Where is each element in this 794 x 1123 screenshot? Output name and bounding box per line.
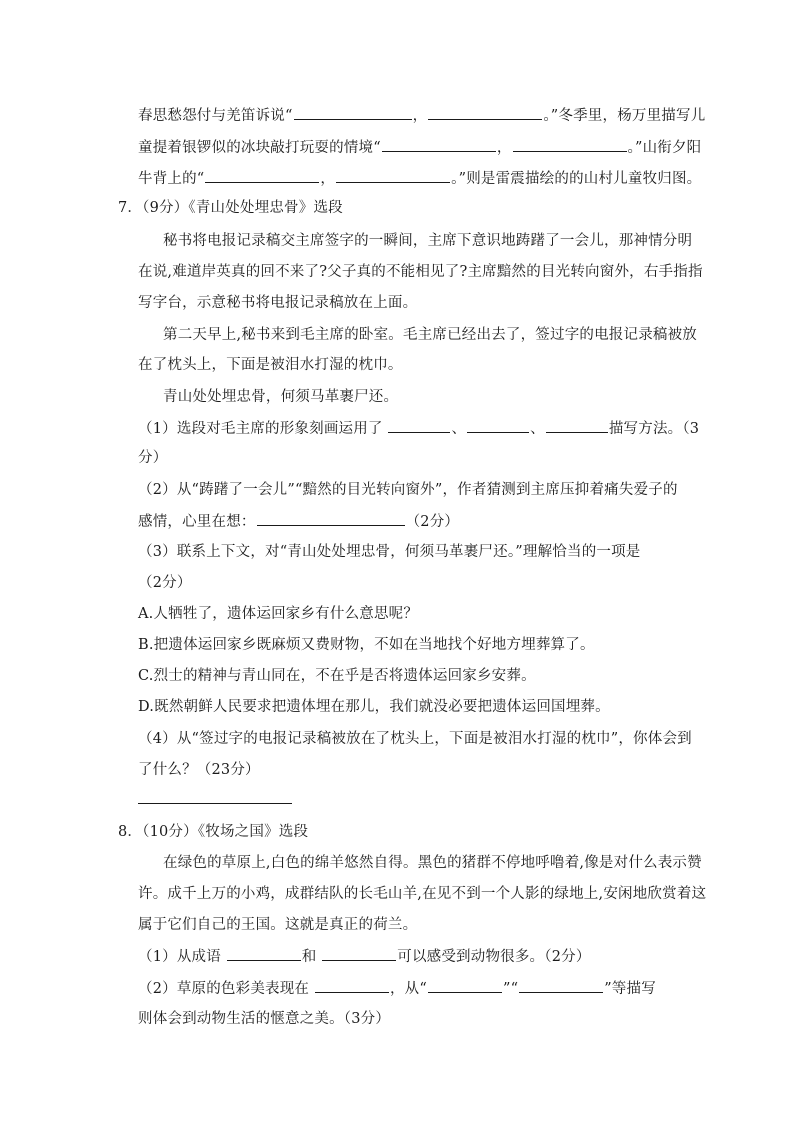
q7-subquestion-2-cont: 感情，心里在想： （2分） [138, 511, 459, 532]
answer-blank[interactable] [257, 511, 405, 526]
q7-passage-line: 写字台，示意秘书将电报记录稿放在上面。 [138, 295, 418, 311]
answer-blank[interactable] [227, 946, 301, 961]
q8-passage-line: 属于它们自己的王国。这就是真正的荷兰。 [138, 917, 418, 933]
q8-subquestion-2: （2）草原的色彩美表现在 ，从“ ”“ ”等描写 [138, 978, 656, 999]
q8-passage-line: 在绿色的草原上,白色的绵羊悠然自得。黑色的猪群不停地呼噜着,像是对什么表示赞 [163, 855, 702, 871]
question-8-header: 8．（10分）《牧场之国》选段 [118, 824, 309, 840]
answer-blank[interactable] [428, 978, 502, 993]
q8-subquestion-2-cont: 则体会到动物生活的惬意之美。（3分） [138, 1011, 391, 1027]
q7-subquestion-3: （3）联系上下文，对“青山处处埋忠骨，何须马革裹尸还。”理解恰当的一项是 [138, 544, 641, 560]
q8-passage-line: 许。成千上万的小鸡，成群结队的长毛山羊,在见不到一个人影的绿地上,安闲地欣赏着这 [138, 886, 707, 902]
answer-blank[interactable] [546, 418, 608, 433]
answer-line[interactable] [138, 803, 292, 804]
answer-blank[interactable] [315, 978, 389, 993]
option-a[interactable]: A.人牺牲了，遗体运回家乡有什么意思呢？ [138, 606, 419, 622]
answer-blank[interactable] [205, 168, 319, 183]
answer-blank[interactable] [336, 168, 450, 183]
option-b[interactable]: B.把遗体运回家乡既麻烦又费财物，不如在当地找个好地方埋葬算了。 [138, 637, 595, 653]
q7-subquestion-1-cont: 分） [138, 450, 168, 466]
answer-blank[interactable] [382, 137, 496, 152]
q7-subquestion-2: （2）从“踌躇了一会儿”“黯然的目光转向窗外”，作者猜测到主席压抑着痛失爱子的 [138, 482, 678, 498]
answer-blank[interactable] [467, 418, 529, 433]
q7-passage-line: 在了枕头上，下面是被泪水打湿的枕巾。 [138, 357, 403, 373]
q7-passage-line: 青山处处埋忠骨，何须马革裹尸还。 [163, 389, 399, 405]
q7-subquestion-4-cont: 了什么？（23分） [138, 762, 260, 778]
poem-line-3: 牛背上的“ ， 。”则是雷震描绘的的山村儿童牧归图。 [138, 168, 701, 189]
q7-subquestion-1: （1）选段对毛主席的形象刻画运用了 、 、 描写方法。（3 [138, 418, 699, 439]
answer-blank[interactable] [322, 946, 396, 961]
q7-passage-line: 秘书将电报记录稿交主席签字的一瞬间，主席下意识地踌躇了一会儿，那神情分明 [163, 233, 693, 249]
q7-subquestion-4: （4）从“签过字的电报记录稿被放在了枕头上，下面是被泪水打湿的枕巾”，你体会到 [138, 731, 692, 747]
poem-line-2: 童提着银锣似的冰块敲打玩耍的情境“ ， 。”山衔夕阳 [138, 137, 701, 158]
answer-blank[interactable] [513, 137, 627, 152]
q8-subquestion-1: （1）从成语 和 可以感受到动物很多。（2分） [138, 946, 591, 967]
option-c[interactable]: C.烈士的精神与青山同在，不在乎是否将遗体运回家乡安葬。 [138, 668, 536, 684]
answer-blank[interactable] [294, 105, 412, 120]
answer-blank[interactable] [428, 105, 542, 120]
answer-blank[interactable] [388, 418, 450, 433]
q7-passage-line: 第二天早上,秘书来到毛主席的卧室。毛主席已经出去了，签过字的电报记录稿被放 [163, 327, 698, 343]
poem-line-1: 春思愁怨付与羌笛诉说“ ， 。”冬季里，杨万里描写儿 [138, 105, 705, 126]
q7-subquestion-3-cont: （2分） [138, 575, 192, 591]
q7-passage-line: 在说,难道岸英真的回不来了?父子真的不能相见了?主席黯然的目光转向窗外，右手指指 [138, 264, 703, 280]
option-d[interactable]: D.既然朝鲜人民要求把遗体埋在那儿，我们就没必要把遗体运回国埋葬。 [138, 699, 610, 715]
question-7-header: 7．（9分）《青山处处埋忠骨》选段 [118, 200, 343, 216]
answer-blank[interactable] [519, 978, 603, 993]
